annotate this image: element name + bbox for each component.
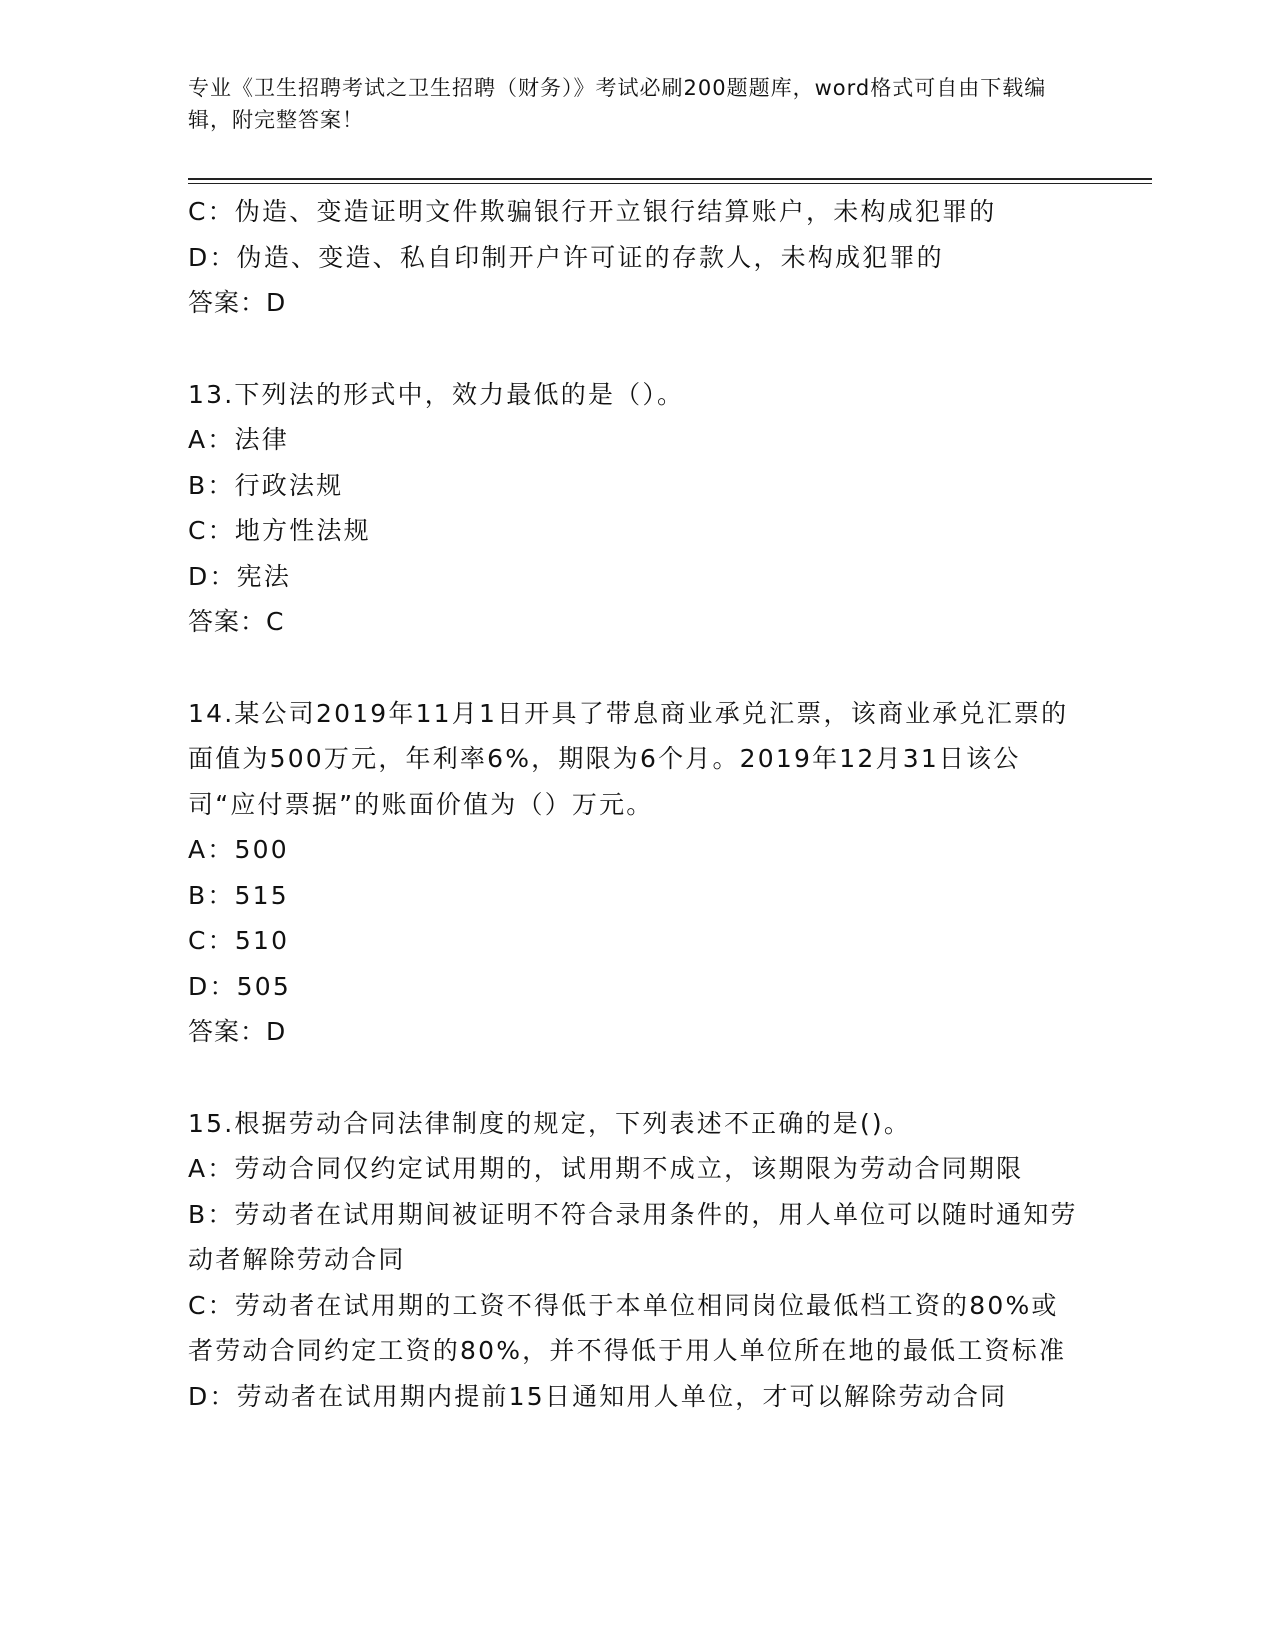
q14-option-d: D：505 — [188, 971, 291, 1001]
q15-option-a: A：劳动合同仅约定试用期的，试用期不成立，该期限为劳动合同期限 — [188, 1154, 1024, 1183]
q15-option-b: B：劳动者在试用期间被证明不符合录用条件的，用人单位可以随时通知劳动者解除劳动合同 — [188, 1199, 1078, 1274]
q14-answer: 答案：D — [188, 1017, 287, 1046]
q15-option-d: D：劳动者在试用期内提前15日通知用人单位，才可以解除劳动合同 — [188, 1381, 1008, 1411]
q15-stem: 15.根据劳动合同法律制度的规定，下列表述不正确的是()。 — [188, 1108, 912, 1138]
header-divider-thick — [188, 178, 1152, 180]
document-header-title: 专业《卫生招聘考试之卫生招聘（财务）》考试必刷200题题库，word格式可自由下载编辑，附完整答案！ — [188, 76, 1047, 132]
q15-option-c: C：劳动者在试用期的工资不得低于本单位相同岗位最低档工资的80%或者劳动合同约定工资的80%，并不得低于用人单位所在地的最低工资标准 — [188, 1290, 1067, 1365]
prev-option-d: D：伪造、变造、私自印制开户许可证的存款人，未构成犯罪的 — [188, 242, 944, 272]
q13-answer: 答案：C — [188, 607, 285, 636]
spacer — [188, 1055, 1088, 1101]
q13-option-d: D：宪法 — [188, 561, 292, 591]
q14-option-b: B：515 — [188, 880, 289, 910]
q14-stem: 14.某公司2019年11月1日开具了带息商业承兑汇票，该商业承兑汇票的面值为500万元，年利率6%，期限为6个月。2019年12月31日该公司“应付票据”的账面价值为（）万元。 — [188, 698, 1069, 819]
header-divider-thin — [188, 183, 1152, 184]
q14-option-c: C：510 — [188, 926, 290, 955]
q13-option-c: C：地方性法规 — [188, 516, 371, 545]
question-content — [188, 189, 1088, 1419]
prev-option-c: C：伪造、变造证明文件欺骗银行开立银行结算账户，未构成犯罪的 — [188, 197, 997, 226]
q13-option-b: B：行政法规 — [188, 470, 344, 500]
q13-option-a: A：法律 — [188, 425, 289, 454]
q13-stem: 13.下列法的形式中，效力最低的是（）。 — [188, 379, 685, 409]
spacer — [188, 645, 1088, 691]
prev-answer: 答案：D — [188, 288, 287, 317]
spacer — [188, 326, 1088, 372]
q14-option-a: A：500 — [188, 835, 289, 864]
